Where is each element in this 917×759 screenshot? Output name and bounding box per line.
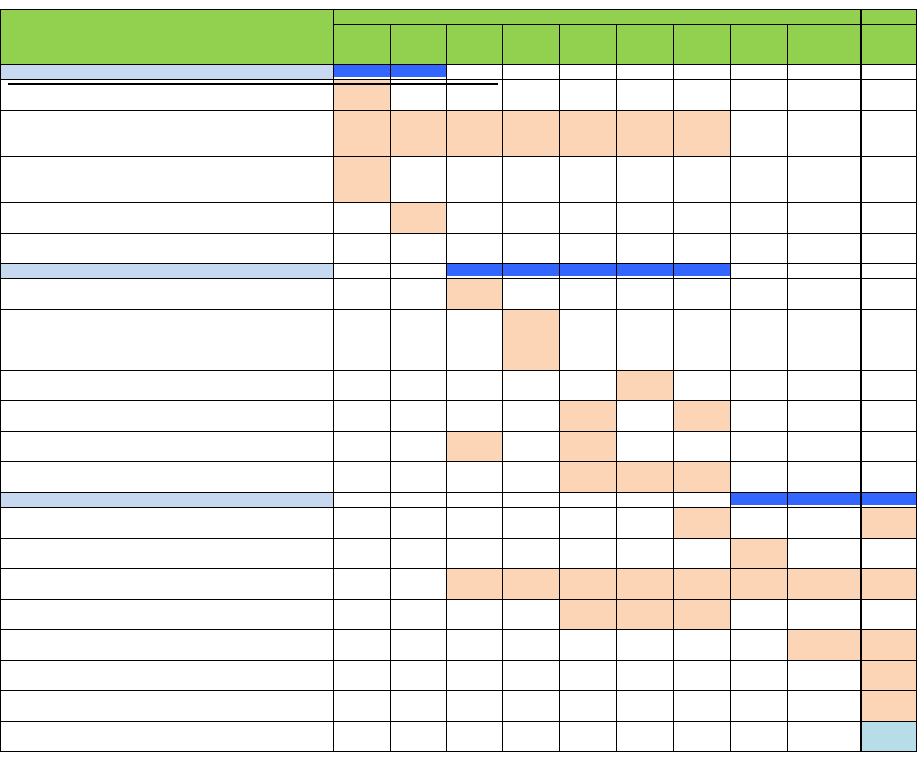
activity-bar-week-8 xyxy=(730,568,787,599)
grid-line-v xyxy=(333,9,334,752)
activity-bar-week-2 xyxy=(390,110,446,156)
activity-bar-week-7 xyxy=(673,568,730,599)
grid-line-v xyxy=(502,24,503,752)
activity-bar-week-3 xyxy=(446,568,502,599)
activity-label xyxy=(0,156,333,202)
milestone-date xyxy=(860,690,917,721)
grid-line-v xyxy=(616,24,617,752)
grid-line-v xyxy=(673,24,674,752)
phase-bar-week-5 xyxy=(559,264,616,276)
grid-line-v xyxy=(0,9,1,752)
activity-bar-week-6 xyxy=(616,461,673,492)
grid-line-h xyxy=(0,202,917,203)
phase-bar-week-3 xyxy=(446,264,502,276)
phase-bar-week-6 xyxy=(616,264,673,276)
grid-line-v xyxy=(787,24,788,752)
activity-bar-week-5 xyxy=(559,461,616,492)
phase-bar-week-10 xyxy=(860,493,917,505)
activity-label xyxy=(0,309,333,370)
milestone-date xyxy=(390,156,446,202)
activity-label xyxy=(0,660,333,690)
grid-line-h xyxy=(0,751,917,752)
week-header-4 xyxy=(502,24,559,64)
activity-bar-week-5 xyxy=(559,431,616,461)
phase-bar-week-1 xyxy=(333,65,390,77)
activity-bar-week-5 xyxy=(559,568,616,599)
grid-line-h xyxy=(0,431,917,432)
grid-line-h xyxy=(0,721,917,722)
grid-line-h xyxy=(0,660,917,661)
milestone-date xyxy=(860,721,917,751)
milestone-date xyxy=(860,629,917,660)
page-title xyxy=(0,9,160,64)
grid-line-h xyxy=(0,492,917,493)
activity-bar-week-6 xyxy=(616,370,673,400)
week-header-7 xyxy=(673,24,730,64)
activity-bar-week-7 xyxy=(673,400,730,431)
milestone-date xyxy=(730,461,787,492)
grid-line-h xyxy=(0,156,917,157)
activity-label xyxy=(0,507,333,538)
grid-line-h xyxy=(0,461,917,462)
activity-label xyxy=(0,599,333,629)
week-header-3 xyxy=(446,24,502,64)
grid-line-h xyxy=(0,233,917,234)
milestone-date xyxy=(730,599,787,629)
grid-line-h xyxy=(0,507,917,508)
grid-line-h xyxy=(0,9,917,10)
grid-line-h xyxy=(0,599,917,600)
grid-line-h xyxy=(0,400,917,401)
activity-bar-week-9 xyxy=(787,629,860,660)
activity-bar-week-8 xyxy=(730,538,787,568)
activity-bar-week-3 xyxy=(446,278,502,309)
milestone-date xyxy=(673,431,730,461)
milestone-date xyxy=(860,660,917,690)
activity-bar-week-5 xyxy=(559,110,616,156)
week-header-5 xyxy=(559,24,616,64)
week-header-6 xyxy=(616,24,673,64)
grid-line-h xyxy=(0,629,917,630)
activity-bar-week-3 xyxy=(446,431,502,461)
title-number xyxy=(167,25,187,39)
activity-bar-week-4 xyxy=(502,309,559,370)
activity-bar-week-1 xyxy=(333,156,390,202)
activity-label xyxy=(0,568,333,599)
activity-bar-week-3 xyxy=(446,110,502,156)
activity-bar-week-6 xyxy=(616,110,673,156)
grid-line-h xyxy=(0,568,917,569)
phase-bar-week-9 xyxy=(787,493,860,505)
grid-line-v xyxy=(446,24,447,752)
grid-line-h xyxy=(0,110,917,111)
activity-label xyxy=(0,431,333,461)
grid-line-h xyxy=(0,370,917,371)
grid-line-v xyxy=(730,24,731,752)
activity-label xyxy=(0,400,333,431)
week-header-1 xyxy=(333,24,390,64)
milestone-date xyxy=(446,233,502,263)
activity-bar-week-1 xyxy=(333,110,390,156)
phase-label xyxy=(0,492,333,507)
activity-bar-week-10 xyxy=(860,507,917,538)
activity-bar-week-9 xyxy=(787,568,860,599)
grid-line-h xyxy=(0,263,917,264)
phase-label xyxy=(0,64,333,79)
activity-bar-week-4 xyxy=(502,568,559,599)
activity-bar-week-10 xyxy=(860,568,917,599)
grid-line-h xyxy=(0,79,917,80)
activity-bar-week-7 xyxy=(673,461,730,492)
activity-label xyxy=(0,233,333,263)
grid-line-h xyxy=(333,24,917,25)
activity-label xyxy=(0,538,333,568)
activity-label xyxy=(0,202,333,233)
activity-label xyxy=(0,690,333,721)
activity-label xyxy=(0,370,333,400)
week-header-9 xyxy=(787,24,860,64)
activity-label xyxy=(0,278,333,309)
phase-bar-week-4 xyxy=(502,264,559,276)
activity-bar-week-6 xyxy=(616,599,673,629)
grid-line-h xyxy=(0,64,917,65)
milestone-date xyxy=(730,507,787,538)
activity-bar-week-5 xyxy=(559,400,616,431)
phase-bar-week-2 xyxy=(390,65,446,77)
grid-line-h xyxy=(0,309,917,310)
activity-bar-week-4 xyxy=(502,110,559,156)
phase-bar-week-7 xyxy=(673,264,730,276)
activity-bar-week-7 xyxy=(673,599,730,629)
activity-bar-week-2 xyxy=(390,202,446,233)
activity-label xyxy=(0,110,333,156)
activity-bar-week-6 xyxy=(616,568,673,599)
weeks-label xyxy=(333,9,917,24)
activity-bar-week-7 xyxy=(673,507,730,538)
grid-line-h xyxy=(0,278,917,279)
grid-line-h xyxy=(0,690,917,691)
milestone-date xyxy=(787,538,860,568)
activity-label xyxy=(0,629,333,660)
strike-line xyxy=(8,83,498,85)
week-header-8 xyxy=(730,24,787,64)
grid-line-v xyxy=(860,9,862,752)
phase-bar-week-8 xyxy=(730,493,787,505)
activity-bar-week-7 xyxy=(673,110,730,156)
phase-label xyxy=(0,263,333,278)
grid-line-h xyxy=(0,538,917,539)
grid-line-v xyxy=(390,24,391,752)
week-header-10 xyxy=(860,24,917,64)
activity-label xyxy=(0,461,333,492)
activity-label xyxy=(0,721,333,751)
grid-line-v xyxy=(559,24,560,752)
week-header-2 xyxy=(390,24,446,64)
activity-bar-week-5 xyxy=(559,599,616,629)
